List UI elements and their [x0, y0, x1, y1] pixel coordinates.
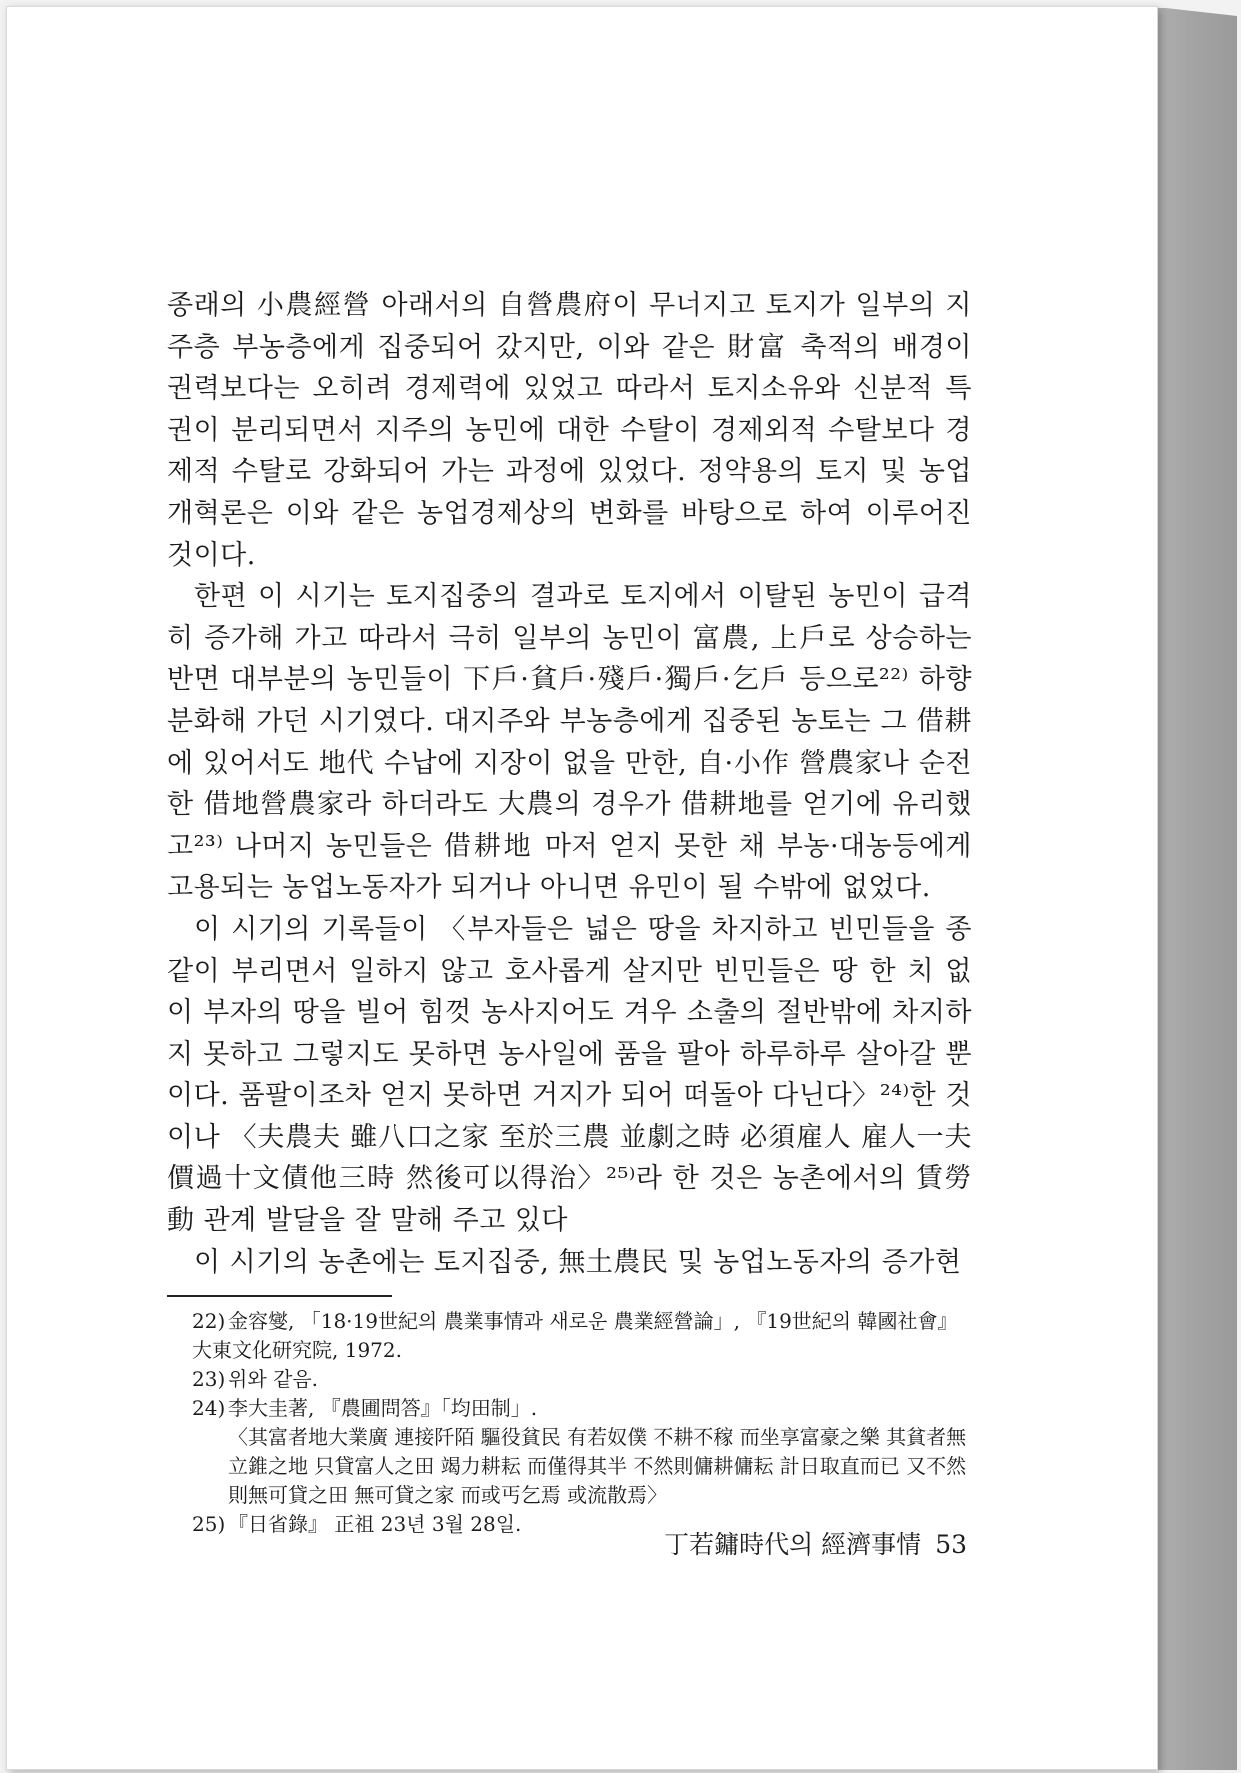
main-body-text	[167, 285, 972, 1283]
footnote-text: 『日省錄』 正祖 23년 3월 28일.	[228, 1512, 522, 1536]
page-number: 53	[935, 1530, 967, 1559]
footnote-number: 22)	[192, 1309, 226, 1333]
footnote-number: 23)	[192, 1367, 226, 1391]
footnote-23	[192, 1365, 972, 1394]
running-footer	[607, 1525, 967, 1561]
footnote-number: 25)	[192, 1512, 226, 1536]
footnote-text: 李大圭著, 『農圃問答』「均田制」.	[228, 1396, 538, 1420]
footnote-text: 위와 같음.	[228, 1367, 318, 1391]
footnote-text: 金容燮, 「18·19世紀의 農業事情과 새로운 農業經營論」, 『19世紀의 韓國社會』 大東文化研究院, 1972.	[192, 1309, 958, 1362]
running-footer-title: 丁若鏞時代의 經濟事情	[664, 1530, 922, 1559]
paragraph: 이 시기의 기록들이 〈부자들은 넓은 땅을 차지하고 빈민들을 종같이 부리면서 일하지 않고 호사롭게 살지만 빈민들은 땅 한 치 없이 부자의 땅을 빌어 힘껏 농사지어도 겨우 소출의 절반밖에 차지하지 못하고 그렇지도 못하면 농사일에 품을 팔아 하루하루 살아갈 뿐이다. 품팔이조차 얻지 못하면 거지가 되어 떠돌아 다닌다〉²⁴⁾한 것이나 〈夫農夫 雖八口之家 至於三農 並劇之時 必須雇人 雇人一夫價過十文債他三時 然後可以得治〉²⁵⁾라 한 것은 농촌에서의 賃勞動 관계 발달을 잘 말해 주고 있다	[167, 913, 972, 1237]
footnote-24	[192, 1394, 972, 1423]
footnote-22	[192, 1307, 972, 1365]
paragraph: 이 시기의 농촌에는 토지집중, 無土農民 및 농업노동자의 증가현	[194, 1246, 962, 1278]
footnote-24-quote: 〈其富者地大業廣 連接阡陌 驅役貧民 有若奴僕 不耕不稼 而坐享富豪之樂 其貧者無立錐之地 只貸富人之田 竭力耕耘 而僅得其半 不然則傭耕傭耘 計日取直而已 又不然則無可貸之田 無可貸之家 而或丐乞焉 或流散焉〉	[228, 1425, 967, 1507]
paragraph: 종래의 小農經營 아래서의 自營農府이 무너지고 토지가 일부의 지주층 부농층에게 집중되어 갔지만, 이와 같은 財富 축적의 배경이 권력보다는 오히려 경제력에 있었고 따라서 토지소유와 신분적 특권이 분리되면서 지주의 농민에 대한 수탈이 경제외적 수탈보다 경제적 수탈로 강화되어 가는 과정에 있었다. 정약용의 토지 및 농업개혁론은 이와 같은 농업경제상의 변화를 바탕으로 하여 이루어진 것이다.	[167, 290, 972, 571]
book-page	[6, 6, 1158, 1770]
footnote-divider	[167, 1295, 392, 1297]
footnotes	[192, 1307, 972, 1539]
footnote-number: 24)	[192, 1396, 226, 1420]
paragraph: 한편 이 시기는 토지집중의 결과로 토지에서 이탈된 농민이 급격히 증가해 가고 따라서 극히 일부의 농민이 富農, 上戶로 상승하는 반면 대부분의 농민들이 下戶·貧戶·殘戶·獨戶·乞戶 등으로²²⁾ 하향분화해 가던 시기였다. 대지주와 부농층에게 집중된 농토는 그 借耕에 있어서도 地代 수납에 지장이 없을 만한, 自·小作 營農家나 순전한 借地營農家라 하더라도 大農의 경우가 借耕地를 얻기에 유리했고²³⁾ 나머지 농민들은 借耕地 마저 얻지 못한 채 부농·대농등에게 고용되는 농업노동자가 되거나 아니면 유민이 될 수밖에 없었다.	[167, 581, 972, 904]
